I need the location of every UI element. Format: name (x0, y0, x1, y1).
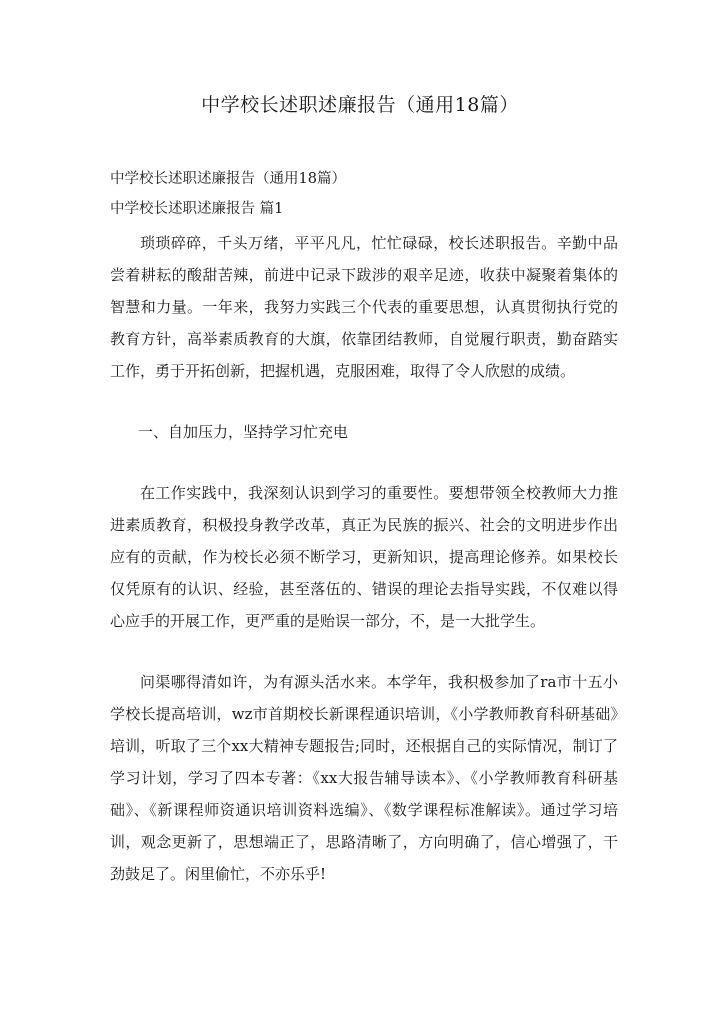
section-heading: 一、自加压力，坚持学习忙充电 (138, 423, 349, 441)
paragraph-intro: 琐琐碎碎，千头万绪，平平凡凡，忙忙碌碌，校长述职报告。辛勤中品尝着耕耘的酸甜苦辣，前进中记录下跋涉的艰辛足迹，收获中凝聚着集体的智慧和力量。一年来，我努力实践三个代表的重要思想，认真贯彻执行党的教育方针，高举素质教育的大旗，依靠团结教师，自觉履行职责，勤奋踏实工作，勇于开拓创新，把握机遇，克服困难，取得了令人欣慰的成绩。 (110, 234, 618, 380)
section-label: 中学校长述职述廉报告 篇1 (110, 201, 284, 217)
document-subtitle: 中学校长述职述廉报告（通用18篇） (110, 171, 346, 187)
paragraph-training: 问渠哪得清如许，为有源头活水来。本学年，我积极参加了ra市十五小学校长提高培训，wz市首期校长新课程通识培训，《小学教师教育科研基础》培训，听取了三个xx大精神专题报告;同时，还根据自己的实际情况，制订了学习计划，学习了四本专著：《xx大报告辅导读本》、《小学教师教育科研基础》、《新课程师资通识培训资料选编》、《数学课程标准解读》。通过学习培训，观念更新了，思想端正了，思路清晰了，方向明确了，信心增强了，干劲鼓足了。闲里偷忙，不亦乐乎! (110, 673, 618, 883)
document-title: 中学校长述职述廉报告（通用18篇） (201, 94, 519, 116)
paragraph-learning: 在工作实践中，我深刻认识到学习的重要性。要想带领全校教师大力推进素质教育，积极投身教学改革，真正为民族的振兴、社会的文明进步作出应有的贡献，作为校长必须不断学习，更新知识，提高理论修养。如果校长仅凭原有的认识、经验，甚至落伍的、错误的理论去指导实践，不仅难以得心应手的开展工作，更严重的是贻误一部分，不，是一大批学生。 (110, 484, 618, 630)
